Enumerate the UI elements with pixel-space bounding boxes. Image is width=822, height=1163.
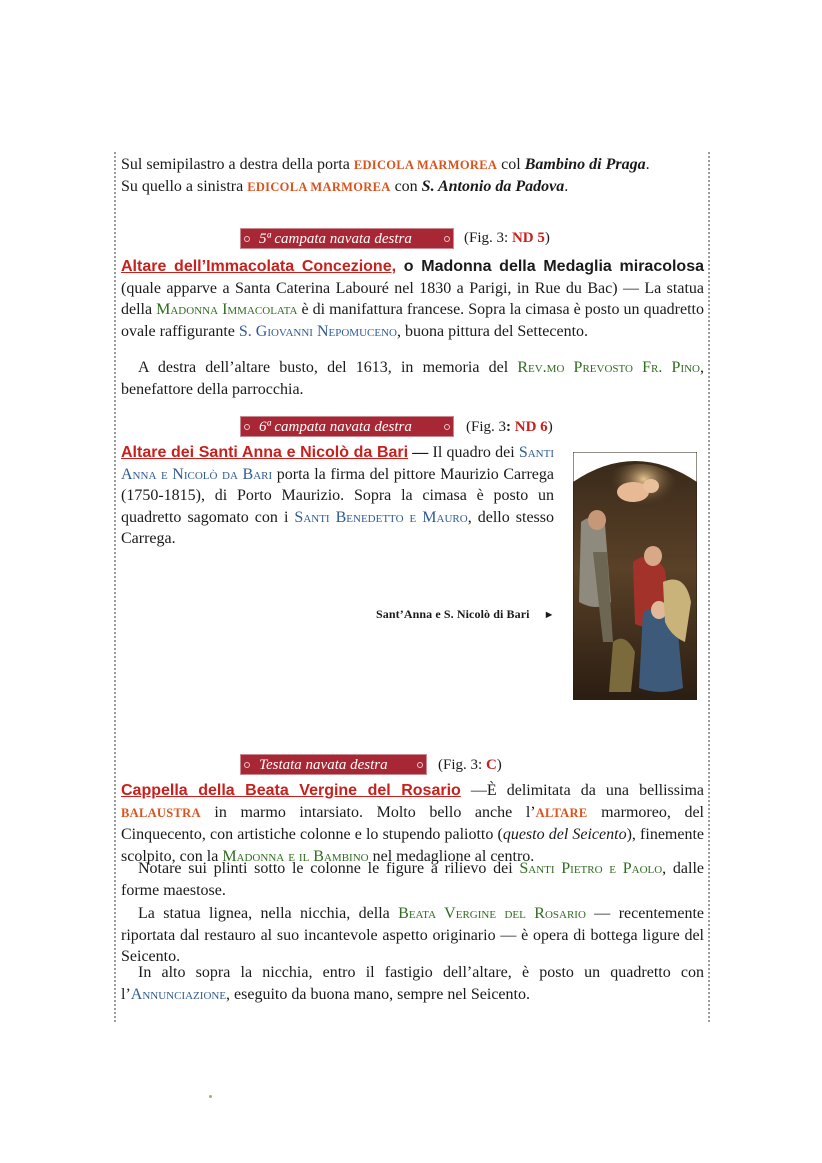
testata-paragraph-2 bbox=[121, 858, 704, 901]
banner-label: Testata navata destra bbox=[259, 757, 388, 773]
intro-line-2 bbox=[121, 176, 704, 199]
banner-label: 6ª campata navata destra bbox=[259, 419, 412, 435]
fig-label: (Fig. 3: bbox=[438, 757, 486, 773]
madonna-bambino: Madonna e il Bambino bbox=[222, 847, 369, 865]
intro-text: Sul semipilastro a destra della porta bbox=[121, 156, 354, 173]
body-text: A destra dell’altare busto, del 1613, in memoria del bbox=[138, 359, 518, 376]
testata-paragraph-3 bbox=[121, 903, 704, 968]
section6-heading: Altare dei Santi Anna e Nicolò da Bari bbox=[121, 444, 409, 461]
bambino-name: Bambino di Praga bbox=[524, 156, 646, 173]
body-text: , dalle forme maestose. bbox=[121, 860, 704, 899]
body-text: (quale apparve a Santa Caterina Labouré nel 1830 a Parigi, in Rue du Bac) — La statua della bbox=[121, 279, 704, 318]
banner-bullet-icon bbox=[444, 424, 450, 430]
madonna-immacolata: Madonna Immacolata bbox=[156, 301, 298, 318]
figure-reference-6 bbox=[466, 417, 553, 438]
body-text: , buona pittura del Settecento. bbox=[396, 322, 589, 340]
altare-tag: ALTARE bbox=[535, 805, 588, 820]
santi-anna-nicolo: Santi Anna e Nicolò da Bari bbox=[121, 444, 555, 483]
body-text: è di manifattura francese. Sopra la cimasa è posto un quadretto ovale raffigurante bbox=[121, 301, 704, 340]
figure-reference-testata bbox=[438, 755, 502, 776]
fig-label: : bbox=[506, 419, 515, 435]
testata-paragraph-4 bbox=[121, 962, 704, 1005]
section-banner-5 bbox=[240, 228, 454, 249]
fig-code: ND 5 bbox=[511, 230, 545, 246]
body-text: , eseguito da buona mano, sempre nel Seicento. bbox=[226, 985, 530, 1003]
intro-text: Su quello a sinistra bbox=[121, 178, 248, 195]
body-text: La statua lignea, nella nicchia, della bbox=[138, 905, 399, 922]
section-banner-6 bbox=[240, 416, 454, 437]
pietro-paolo: Santi Pietro e Paolo bbox=[519, 860, 663, 877]
body-text: ), finemente scolpito, con la bbox=[121, 826, 705, 865]
testata-heading: Cappella della Beata Vergine del Rosario bbox=[121, 782, 461, 799]
body-text: in marmo intarsiato. Molto bello anche l’ bbox=[200, 803, 536, 821]
fig-label: ) bbox=[496, 757, 502, 773]
banner-bullet-icon bbox=[244, 424, 250, 430]
body-text: Il quadro dei bbox=[428, 444, 519, 461]
scan-speck bbox=[209, 1095, 212, 1098]
body-text: marmoreo, del Cinquecento, con artistiche colonne e lo stupendo paliotto ( bbox=[121, 803, 705, 843]
left-margin-rule bbox=[114, 152, 116, 1022]
antonio-name: S. Antonio da Padova bbox=[421, 178, 565, 195]
body-text: porta la firma del pittore Maurizio Carrega (1750-1815), di Porto Maurizio. Sopra la cimasa è posto un quadretto sagomato con i bbox=[121, 465, 554, 526]
painting-caption bbox=[376, 607, 555, 622]
section5-heading: Altare dell’Immacolata Concezione, bbox=[121, 258, 397, 275]
section5-subtitle: o Madonna della Medaglia miracolosa bbox=[396, 258, 705, 275]
fig-label: ) bbox=[544, 230, 550, 246]
intro-line-1 bbox=[121, 154, 704, 177]
figure-reference-5 bbox=[464, 228, 550, 249]
prevosto-name: Rev.mo Prevosto Fr. Pino bbox=[517, 359, 701, 376]
fig-label: ) bbox=[547, 419, 553, 435]
testata-paragraph-1 bbox=[121, 780, 704, 867]
body-text: — recentemente riportata dal restauro al suo incantevole aspetto originario — è opera di bottega ligure del Seicento. bbox=[121, 905, 704, 965]
fig-code: ND 6 bbox=[514, 419, 548, 435]
banner-bullet-icon bbox=[417, 762, 423, 768]
annunciazione: Annunciazione bbox=[130, 985, 227, 1003]
section-banner-testata bbox=[240, 754, 427, 775]
banner-label: 5ª campata navata destra bbox=[259, 231, 412, 247]
sant-anna-painting-icon bbox=[573, 452, 697, 700]
italic-note: questo del Seicento bbox=[502, 826, 627, 843]
beata-vergine: Beata Vergine del Rosario bbox=[398, 905, 586, 922]
body-text: nel medaglione al centro. bbox=[368, 847, 535, 865]
banner-bullet-icon bbox=[444, 236, 450, 242]
fig-label: (Fig. 3: bbox=[464, 230, 512, 246]
banner-bullet-icon bbox=[244, 762, 250, 768]
dash: — bbox=[408, 444, 429, 461]
body-text: , benefattore della parrocchia. bbox=[121, 359, 705, 398]
body-text: In alto sopra la nicchia, entro il fastigio dell’altare, è posto un quadretto con l’ bbox=[121, 964, 704, 1003]
intro-text: . bbox=[564, 178, 569, 195]
intro-text: con bbox=[390, 178, 422, 195]
giovanni-nepomuceno: S. Giovanni Nepomuceno bbox=[238, 322, 397, 340]
fig-label: (Fig. 3 bbox=[466, 419, 507, 435]
caption-text: Sant’Anna e S. Nicolò di Bari bbox=[376, 607, 530, 621]
fig-code: C bbox=[485, 757, 497, 773]
body-text: —È delimitata da una bellissima bbox=[460, 782, 704, 799]
banner-bullet-icon bbox=[244, 236, 250, 242]
body-text: Notare sui plinti sotto le colonne le figure a rilievo dei bbox=[138, 860, 520, 877]
edicola-tag: EDICOLA MARMOREA bbox=[247, 180, 391, 194]
body-text: , dello stesso Carrega. bbox=[121, 508, 555, 547]
santi-benedetto-mauro: Santi Benedetto e Mauro bbox=[294, 508, 468, 526]
arrow-right-icon: ► bbox=[543, 609, 555, 621]
balaustra-tag: BALAUSTRA bbox=[121, 805, 201, 820]
intro-text: col bbox=[497, 156, 525, 173]
section5-paragraph-1 bbox=[121, 256, 704, 342]
section5-paragraph-2 bbox=[121, 357, 704, 400]
right-margin-rule bbox=[708, 152, 710, 1022]
intro-text: . bbox=[645, 156, 650, 173]
section6-paragraph bbox=[121, 442, 554, 550]
edicola-tag: EDICOLA MARMOREA bbox=[353, 158, 498, 172]
